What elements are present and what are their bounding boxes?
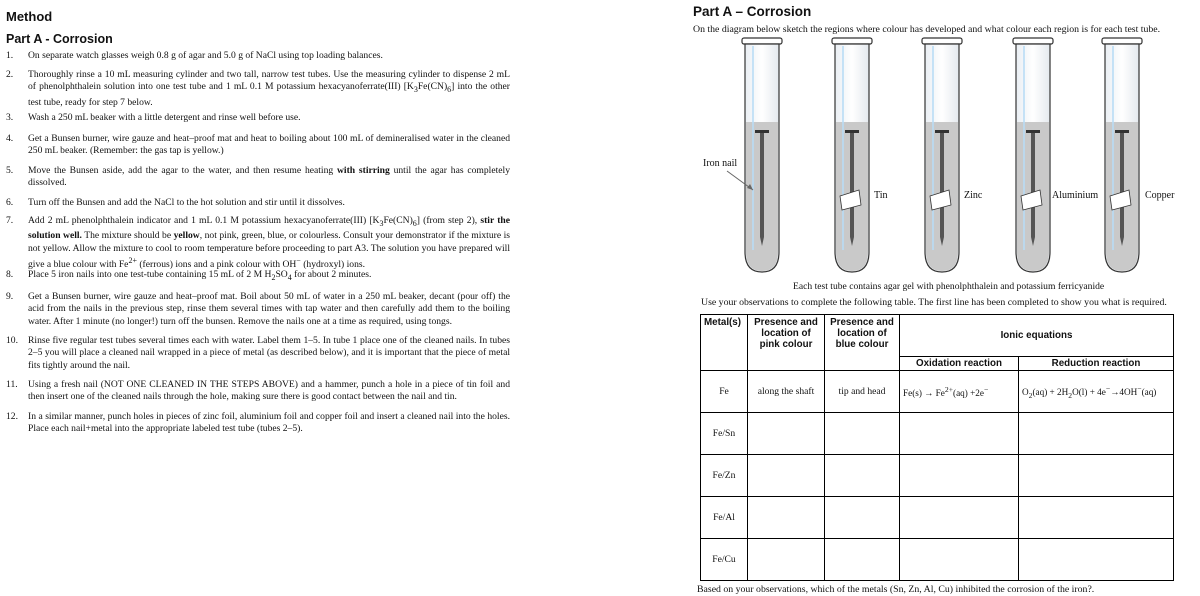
header-pink: Presence and location of pink colour (748, 315, 825, 371)
method-step-7: 7. Add 2 mL phenolphthalein indicator and 1 mL 0.1 M potassium hexacyanoferrate(III) $[K_3Fe(CN)_6]$ (from step 2), stir the solution well. The mixture should be yellow, not pink, green, blue, or colourless. Consult your demonstrator if the mixture is not yellow. Allow the mixture to cool to room temperature before proceeding to part A3. The solution you have prepared will give a blue colour with $Fe^{2+}$ (ferrous) ions and a pink colour with OH− (hydroxyl) ions. (6, 215, 510, 271)
header-metals: Metal(s) (701, 315, 748, 371)
cell-pink-input[interactable] (748, 455, 825, 497)
cell-pink-input[interactable] (748, 539, 825, 581)
method-step-11: 11. Using a fresh nail (NOT ONE CLEANED IN THE STEPS ABOVE) and a hammer, punch a hole in a piece of tin foil and then insert one of the cleaned nails through the hole, making sure there is good contact between the nail and tin. (6, 379, 510, 403)
method-step-1: 1. On separate watch glasses weigh 0.8 g of agar and 5.0 g of NaCl using top loading balances. (6, 50, 383, 61)
cell-metal: Fe (701, 371, 748, 413)
part-a-heading-left: Part A - Corrosion (6, 32, 113, 46)
method-step-10: 10. Rinse five regular test tubes several times each with water. Label them 1–5. In tube 1 place one of the cleaned nails. In tubes 2–5 you will place a cleaned nail wrapped in a piece of metal (as described below), and it is important that the piece of metal fits tightly around the nail. (6, 335, 510, 371)
cell-reduction: $O_2(aq) + 2H_2O(l) + 4e^-\to 4OH^-(aq)$ (1019, 371, 1174, 413)
label-tin: Tin (874, 190, 888, 201)
cell-blue-input[interactable] (825, 539, 900, 581)
cell-oxidation: $Fe(s) \to Fe^{2+}(aq) +2e^-$ (900, 371, 1019, 413)
label-copper: Copper (1145, 190, 1175, 201)
test-tube-2-tin (832, 38, 872, 272)
cell-metal: Fe/Cu (701, 539, 748, 581)
test-tube-4-aluminium (1013, 38, 1053, 272)
header-oxidation: Oxidation reaction (900, 357, 1019, 371)
part-a-heading: Part A – Corrosion (693, 4, 812, 19)
cell-pink: along the shaft (748, 371, 825, 413)
method-step-9: 9. Get a Bunsen burner, wire gauze and heat–proof mat. Boil about 50 mL of water in a 250 mL beaker, decant (pour off) the acid from the nails in the previous step, rinse them several times with tap water and then carefully add them to the boiling water. After 1 minute (no longer!) turn off the bunsen. Remove the nails one at a time as required, using tongs. (6, 291, 510, 327)
label-aluminium: Aluminium (1052, 190, 1099, 201)
cell-oxidation-input[interactable] (900, 539, 1019, 581)
test-tube-5-copper (1102, 38, 1142, 272)
cell-reduction-input[interactable] (1019, 455, 1174, 497)
method-step-12: 12. In a similar manner, punch holes in pieces of zinc foil, aluminium foil and copper foil and insert a cleaned nail into the holes. Place each nail+metal into the appropriate labeled test tube (tubes 2–5). (6, 411, 510, 435)
method-step-3: 3. Wash a 250 mL beaker with a little detergent and rinse well before use. (6, 112, 301, 123)
method-column (6, 0, 512, 596)
table-row (701, 413, 1174, 455)
cell-blue: tip and head (825, 371, 900, 413)
cell-blue-input[interactable] (825, 413, 900, 455)
iron-nail-1-head (755, 130, 769, 133)
part-a-instruction: On the diagram below sketch the regions where colour has developed and what colour each region is for each test tube. (693, 24, 1161, 35)
header-blue: Presence and location of blue colour (825, 315, 900, 371)
cell-blue-input[interactable] (825, 455, 900, 497)
table-row (701, 497, 1174, 539)
label-zinc: Zinc (964, 190, 983, 201)
test-tube-3-zinc (922, 38, 962, 272)
header-ionic-equations: Ionic equations (900, 315, 1174, 357)
cell-oxidation-input[interactable] (900, 413, 1019, 455)
diagram-caption: Each test tube contains agar gel with phenolphthalein and potassium ferricyanide (793, 281, 1105, 292)
iron-nail-1-shaft (760, 133, 764, 237)
cell-pink-input[interactable] (748, 497, 825, 539)
final-question: Based on your observations, which of the metals (Sn, Zn, Al, Cu) inhibited the corrosion of the iron?. (697, 584, 1095, 595)
method-step-8: 8. Place 5 iron nails into one test-tube containing 15 mL of 2 M $H_2SO_4$ for about 2 minutes. (6, 269, 372, 282)
cell-metal: Fe/Al (701, 497, 748, 539)
table-intro: Use your observations to complete the following table. The first line has been completed to show you what is required. (701, 297, 1167, 308)
test-tube-1-iron (742, 38, 782, 272)
table-row (701, 455, 1174, 497)
method-title: Method (6, 9, 53, 24)
table-row (701, 371, 1174, 413)
cell-oxidation-input[interactable] (900, 497, 1019, 539)
method-step-6: 6. Turn off the Bunsen and add the NaCl to the hot solution and stir until it dissolves. (6, 197, 345, 208)
cell-blue-input[interactable] (825, 497, 900, 539)
cell-oxidation-input[interactable] (900, 455, 1019, 497)
label-iron-nail: Iron nail (703, 158, 738, 169)
table-row (701, 539, 1174, 581)
cell-metal: Fe/Zn (701, 455, 748, 497)
cell-reduction-input[interactable] (1019, 539, 1174, 581)
observation-table (700, 314, 1174, 581)
test-tube-diagram (693, 0, 1200, 300)
cell-reduction-input[interactable] (1019, 413, 1174, 455)
header-reduction: Reduction reaction (1019, 357, 1174, 371)
method-step-5: 5. Move the Bunsen aside, add the agar to the water, and then resume heating with stirring until the agar has completely dissolved. (6, 165, 510, 189)
cell-metal: Fe/Sn (701, 413, 748, 455)
cell-pink-input[interactable] (748, 413, 825, 455)
method-step-4: 4. Get a Bunsen burner, wire gauze and heat–proof mat and heat to boiling about 100 mL of demineralised water in the cleaned 250 mL beaker. (Remember: the gas tap is yellow.) (6, 133, 510, 157)
method-step-2: 2. Thoroughly rinse a 10 mL measuring cylinder and two tall, narrow test tubes. Use the measuring cylinder to dispense 2 mL of phenolphthalein solution into one test tube and 1 mL 0.1 M potassium hexacyanoferrate(III) $[K_3Fe(CN)_6]$ into the other test tube, ready for step 7 below. (6, 69, 510, 108)
cell-reduction-input[interactable] (1019, 497, 1174, 539)
